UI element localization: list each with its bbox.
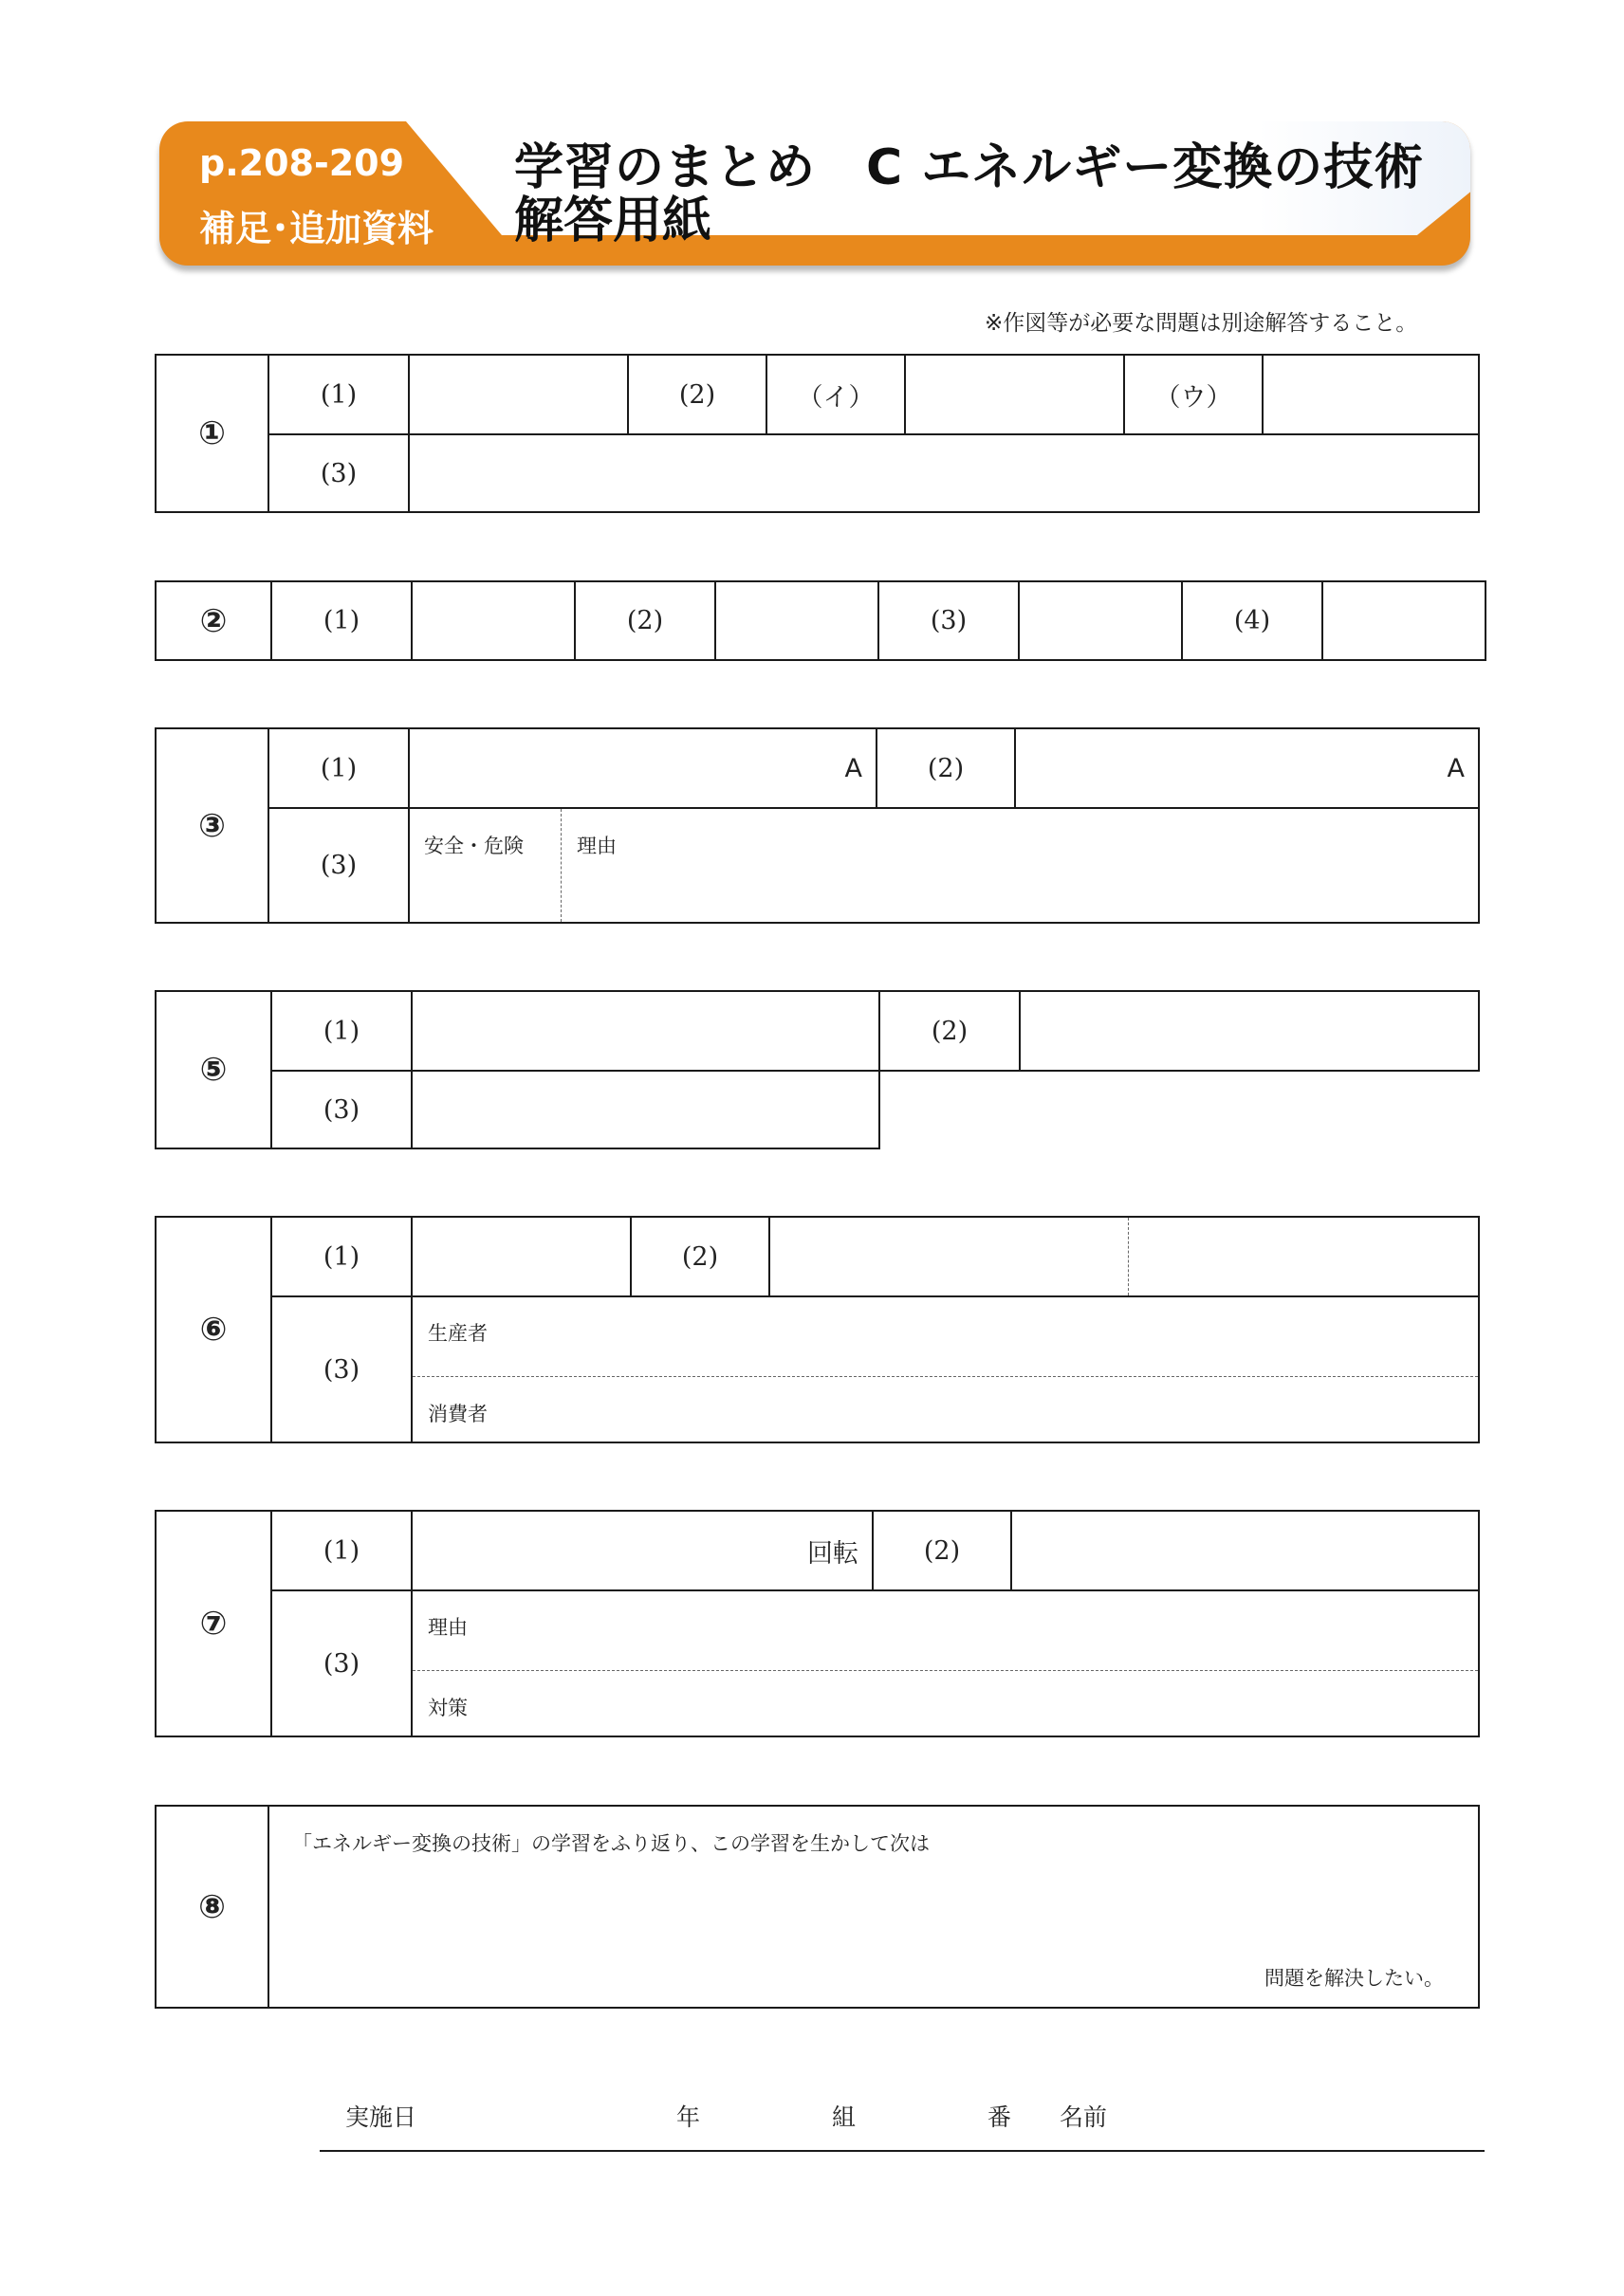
q3-reason-label: 理由 (577, 835, 617, 857)
q7-answer-3[interactable] (411, 1589, 1480, 1737)
q2-label-3: (3) (877, 580, 1020, 661)
instruction-note: ※作図等が必要な問題は別途解答すること。 (985, 311, 1418, 336)
q8-ending: 問題を解決したい。 (1264, 1967, 1444, 1990)
q7-answer-2[interactable] (1010, 1510, 1480, 1591)
q6-consumer-label: 消費者 (428, 1403, 488, 1425)
page-title: 学習のまとめ C エネルギー変換の技術 (514, 139, 1425, 196)
q6-label-2: (2) (630, 1216, 770, 1297)
q8-prompt: 「エネルギー変換の技術」の学習をふり返り、この学習を生かして次は (292, 1832, 930, 1855)
q1-answer-1[interactable] (408, 354, 629, 435)
q1-label-1: (1) (268, 354, 410, 435)
q2-label-2: (2) (574, 580, 716, 661)
q6-producer-label: 生産者 (428, 1322, 488, 1345)
q6-answer-3[interactable] (411, 1295, 1480, 1443)
q7-label-2: (2) (872, 1510, 1012, 1591)
q7-label-1: (1) (270, 1510, 413, 1591)
q7-measure-label: 対策 (428, 1697, 468, 1719)
q5-answer-2[interactable] (1019, 990, 1480, 1072)
q1-answer-i[interactable] (904, 354, 1125, 435)
footer-year-label: 年 (676, 2103, 701, 2131)
footer-class-label: 組 (832, 2103, 857, 2131)
q6-answer-2-divider (1128, 1218, 1129, 1295)
q2-answer-4[interactable] (1321, 580, 1486, 661)
q3-label-1: (1) (268, 727, 410, 809)
q6-answer-1[interactable] (411, 1216, 632, 1297)
q1-label-2: (2) (627, 354, 767, 435)
q2-label-1: (1) (270, 580, 413, 661)
q2-answer-2[interactable] (714, 580, 879, 661)
footer-date-label: 実施日 (345, 2103, 417, 2131)
q2-answer-3[interactable] (1018, 580, 1183, 661)
q2-answer-1[interactable] (411, 580, 576, 661)
footer-name-label: 名前 (1060, 2103, 1108, 2131)
q6-label-1: (1) (270, 1216, 413, 1297)
q3-label-2: (2) (876, 727, 1016, 809)
q7-label-3: (3) (270, 1589, 413, 1737)
page-title-line2: 解答用紙 (514, 193, 712, 249)
q3-answer-2[interactable]: A (1014, 727, 1480, 809)
q3-answer-1[interactable]: A (408, 727, 877, 809)
q6-divider (413, 1376, 1478, 1377)
q7-answer-1[interactable]: 回転 (411, 1510, 874, 1591)
q3-label-3: (3) (268, 807, 410, 924)
q6-answer-2[interactable] (768, 1216, 1480, 1297)
q5-label-2: (2) (878, 990, 1021, 1072)
q5-number: ⑤ (155, 990, 272, 1149)
q3-divider (561, 809, 562, 922)
q2-label-4: (4) (1181, 580, 1323, 661)
page-reference: p.208-209 (199, 142, 405, 184)
q3-answer-3[interactable] (408, 807, 1480, 924)
supplement-label: 補足･追加資料 (199, 208, 434, 249)
footer-underline (320, 2150, 1485, 2152)
q1-label-i: （イ） (766, 354, 906, 435)
q7-reason-label: 理由 (428, 1616, 468, 1639)
q8-number: ⑧ (155, 1805, 269, 2009)
q1-label-3: (3) (268, 433, 410, 513)
q5-answer-3[interactable] (411, 1070, 880, 1149)
q1-label-u: （ウ） (1123, 354, 1264, 435)
q3-safety-label: 安全・危険 (424, 835, 524, 857)
q7-number: ⑦ (155, 1510, 272, 1737)
q7-divider (413, 1670, 1478, 1671)
q1-answer-u[interactable] (1262, 354, 1480, 435)
q2-number: ② (155, 580, 272, 661)
q6-number: ⑥ (155, 1216, 272, 1443)
q1-answer-3[interactable] (408, 433, 1480, 513)
q6-label-3: (3) (270, 1295, 413, 1443)
footer-number-label: 番 (987, 2103, 1012, 2131)
q3-number: ③ (155, 727, 269, 924)
q5-answer-1[interactable] (411, 990, 880, 1072)
q5-label-3: (3) (270, 1070, 413, 1149)
q1-number: ① (155, 354, 269, 513)
q5-label-1: (1) (270, 990, 413, 1072)
